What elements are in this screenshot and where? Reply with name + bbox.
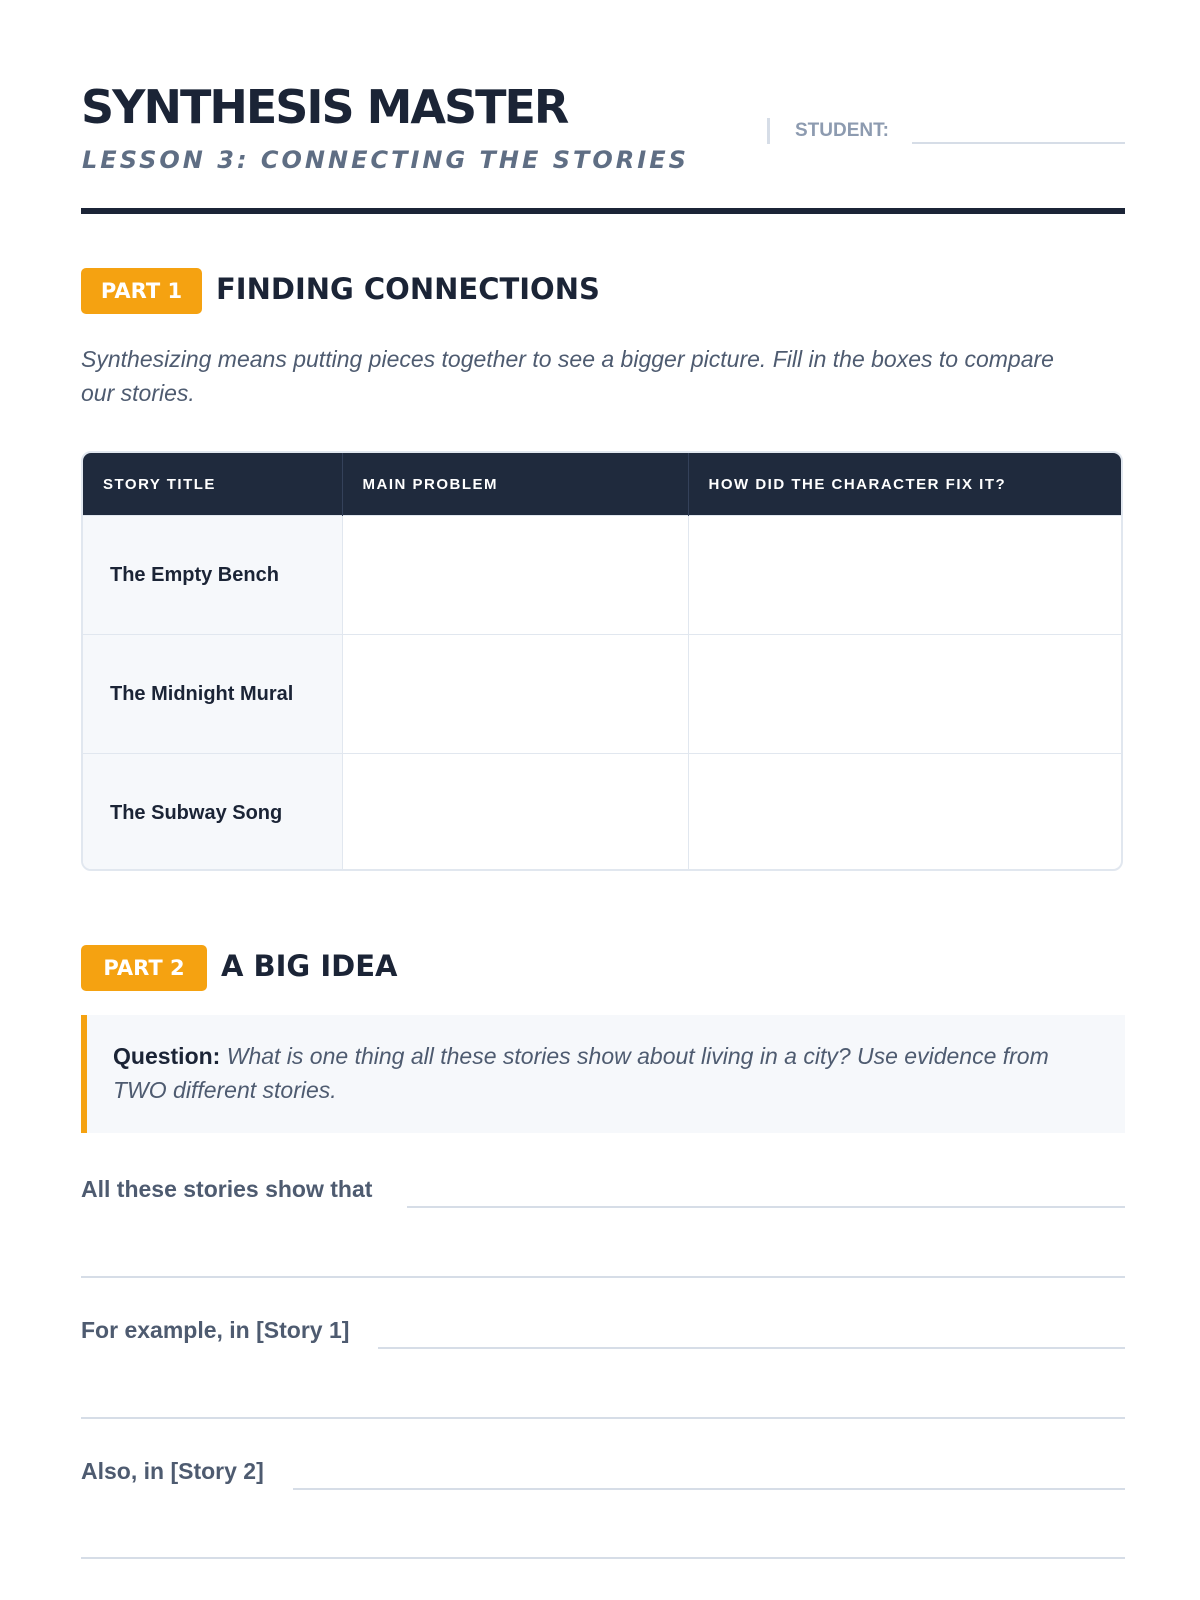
table-row xyxy=(83,635,1121,754)
part1-badge: PART 1 xyxy=(81,268,202,314)
question-text: What is one thing all these stories show about living in a city? Use evidence from TWO different stories. xyxy=(113,1043,1049,1103)
story-title-cell: The Empty Bench xyxy=(83,516,342,635)
table-row xyxy=(83,754,1121,872)
page-subtitle: LESSON 3: CONNECTING THE STORIES xyxy=(82,146,689,174)
student-label: STUDENT: xyxy=(795,120,889,141)
sentence-starter-1: All these stories show that xyxy=(81,1176,373,1202)
main-problem-cell[interactable] xyxy=(342,516,688,635)
answer-line-3b[interactable] xyxy=(81,1557,1125,1559)
answer-line-2a[interactable] xyxy=(378,1347,1125,1349)
table-header-row xyxy=(83,453,1121,516)
student-name-field[interactable] xyxy=(912,142,1125,144)
column-header-how-fixed: HOW DID THE CHARACTER FIX IT? xyxy=(688,453,1121,516)
student-divider xyxy=(767,118,770,144)
page-title: SYNTHESIS MASTER xyxy=(81,80,568,134)
part2-badge: PART 2 xyxy=(81,945,207,991)
column-header-main-problem: MAIN PROBLEM xyxy=(342,453,688,516)
header-divider xyxy=(81,208,1125,214)
question-label: Question: xyxy=(113,1043,221,1069)
part2-heading: A BIG IDEA xyxy=(221,949,398,983)
story-title-cell: The Subway Song xyxy=(83,754,342,872)
answer-line-3a[interactable] xyxy=(293,1488,1125,1490)
part1-intro: Synthesizing means putting pieces together to see a bigger picture. Fill in the boxes to compare our stories. xyxy=(81,346,1054,406)
answer-line-1b[interactable] xyxy=(81,1276,1125,1278)
main-problem-cell[interactable] xyxy=(342,635,688,754)
how-fixed-cell[interactable] xyxy=(688,635,1121,754)
how-fixed-cell[interactable] xyxy=(688,516,1121,635)
sentence-starter-3: Also, in [Story 2] xyxy=(81,1458,264,1484)
part1-heading: FINDING CONNECTIONS xyxy=(216,272,600,306)
sentence-starter-2: For example, in [Story 1] xyxy=(81,1317,350,1343)
question-callout xyxy=(81,1015,1125,1133)
main-problem-cell[interactable] xyxy=(342,754,688,872)
comparison-table xyxy=(81,451,1123,871)
table-row xyxy=(83,516,1121,635)
column-header-story-title: STORY TITLE xyxy=(83,453,342,516)
answer-line-1a[interactable] xyxy=(407,1206,1125,1208)
answer-line-2b[interactable] xyxy=(81,1417,1125,1419)
story-title-cell: The Midnight Mural xyxy=(83,635,342,754)
how-fixed-cell[interactable] xyxy=(688,754,1121,872)
